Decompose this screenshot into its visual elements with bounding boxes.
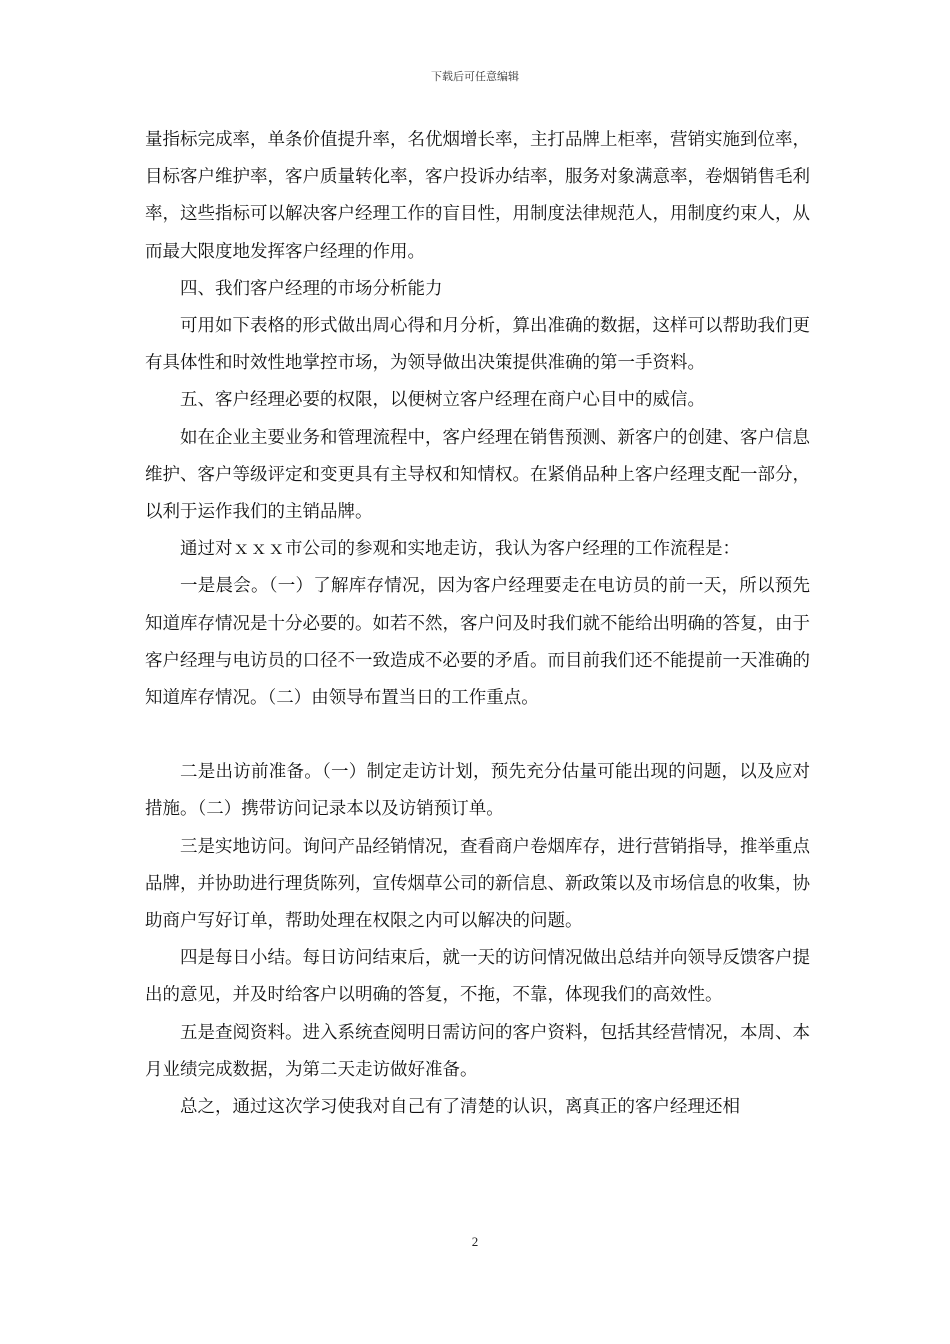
paragraph: 三是实地访问。询问产品经销情况，查看商户卷烟库存，进行营销指导，推举重点品牌，并协助进行理货陈列，宣传烟草公司的新信息、新政策以及市场信息的收集，协助商户写好订单，帮助处理在权限之内可以解决的问题。 [145,836,810,932]
paragraph: 如在企业主要业务和管理流程中，客户经理在销售预测、新客户的创建、客户信息维护、客户等级评定和变更具有主导权和知情权。在紧俏品种上客户经理支配一部分，以利于运作我们的主销品牌。 [145,427,810,523]
paragraph: 四是每日小结。每日访问结束后，就一天的访问情况做出总结并向领导反馈客户提出的意见，并及时给客户以明确的答复，不拖，不靠，体现我们的高效性。 [145,948,810,1006]
paragraph: 可用如下表格的形式做出周心得和月分析，算出准确的数据，这样可以帮助我们更有具体性和时效性地掌控市场，为领导做出决策提供准确的第一手资料。 [145,316,810,374]
section-heading: 四、我们客户经理的市场分析能力 [180,278,443,299]
document-body [145,122,810,1126]
paragraph: 一是晨会。（一）了解库存情况，因为客户经理要走在电访员的前一天，所以预先知道库存情况是十分必要的。如若不然，客户问及时我们就不能给出明确的答复，由于客户经理与电访员的口径不一致造成不必要的矛盾。而目前我们还不能提前一天准确的知道库存情况。（二）由领导布置当日的工作重点。 [145,576,810,709]
paragraph: 通过对ｘｘｘ市公司的参观和实地走访，我认为客户经理的工作流程是： [180,539,740,560]
paragraph: 五是查阅资料。进入系统查阅明日需访问的客户资料，包括其经营情况，本周、本月业绩完成数据，为第二天走访做好准备。 [145,1022,810,1080]
paragraph: 总之，通过这次学习使我对自己有了清楚的认识，离真正的客户经理还相 [180,1097,740,1118]
paragraph: 二是出访前准备。（一）制定走访计划，预先充分估量可能出现的问题，以及应对措施。（二）携带访问记录本以及访销预订单。 [145,762,810,820]
paragraph: 量指标完成率，单条价值提升率，名优烟增长率，主打品牌上柜率，营销实施到位率，目标客户维护率，客户质量转化率，客户投诉办结率，服务对象满意率，卷烟销售毛利率，这些指标可以解决客户经理工作的盲目性，用制度法律规范人，用制度约束人，从而最大限度地发挥客户经理的作用。 [145,130,810,262]
page-number: 2 [471,1234,479,1249]
section-heading: 五、客户经理必要的权限，以便树立客户经理在商户心目中的威信。 [180,390,705,411]
page-header: 下载后可任意编辑 [431,70,519,83]
